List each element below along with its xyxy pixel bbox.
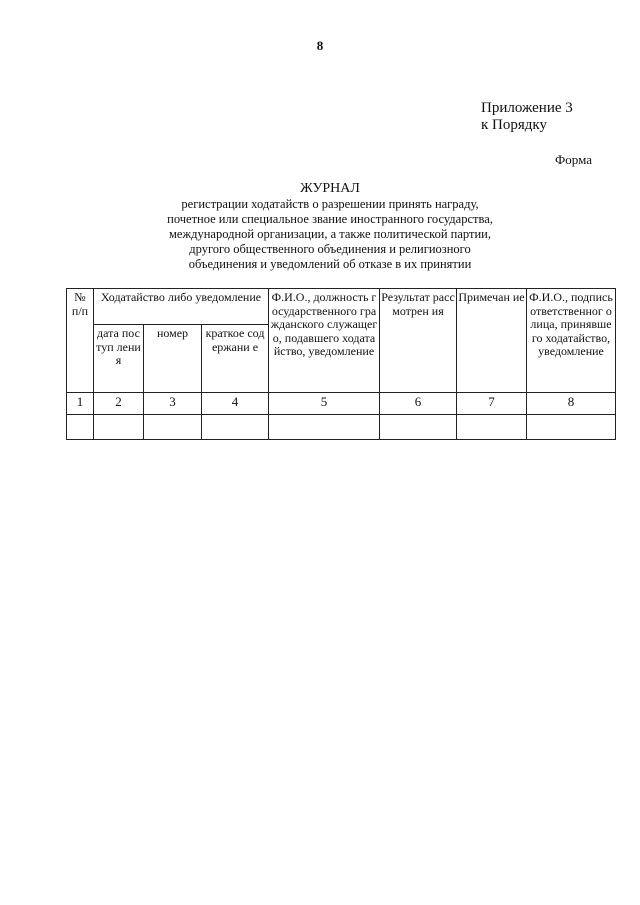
subtitle-line: регистрации ходатайств о разрешении принять награду, [181, 197, 479, 211]
column-number: 5 [269, 393, 380, 415]
appendix-reference [481, 100, 573, 134]
subtitle-line: объединения и уведомлений об отказе в их принятии [188, 257, 472, 271]
appendix-line-2: к Порядку [481, 117, 547, 133]
empty-cell [94, 415, 144, 440]
header-result: Результат рассмотрен ия [380, 289, 457, 393]
journal-subtitle [120, 197, 540, 272]
page-number: 8 [316, 38, 324, 53]
header-responsible: Ф.И.О., подпись ответственног о лица, принявшего ходатайство, уведомление [527, 289, 616, 393]
column-number: 4 [202, 393, 269, 415]
empty-cell [67, 415, 94, 440]
column-number: 6 [380, 393, 457, 415]
header-employee: Ф.И.О., должность государственного гражданского служащего, подавшего ходатайство, уведомление [269, 289, 380, 393]
journal-title: ЖУРНАЛ [300, 181, 360, 196]
form-label: Форма [555, 152, 592, 167]
appendix-line-1: Приложение 3 [481, 100, 573, 116]
empty-table-row [67, 415, 616, 440]
empty-cell [380, 415, 457, 440]
empty-cell [269, 415, 380, 440]
column-number: 2 [94, 393, 144, 415]
header-number: номер [144, 325, 202, 393]
empty-cell [457, 415, 527, 440]
header-petition-group: Ходатайство либо уведомление [94, 289, 269, 325]
header-num: № п/п [67, 289, 94, 393]
subtitle-line: почетное или специальное звание иностранного государства, [167, 212, 493, 226]
column-number: 1 [67, 393, 94, 415]
journal-table [66, 288, 616, 440]
title-block [120, 180, 540, 272]
column-number: 7 [457, 393, 527, 415]
header-summary: краткое содержани е [202, 325, 269, 393]
empty-cell [144, 415, 202, 440]
column-number-row [67, 393, 616, 415]
subtitle-line: другого общественного объединения и религиозного [189, 242, 471, 256]
empty-cell [527, 415, 616, 440]
column-number: 8 [527, 393, 616, 415]
table-header-row [67, 289, 616, 325]
empty-cell [202, 415, 269, 440]
header-date: дата поступ ления [94, 325, 144, 393]
column-number: 3 [144, 393, 202, 415]
header-note: Примечан ие [457, 289, 527, 393]
subtitle-line: международной организации, а также политической партии, [169, 227, 491, 241]
